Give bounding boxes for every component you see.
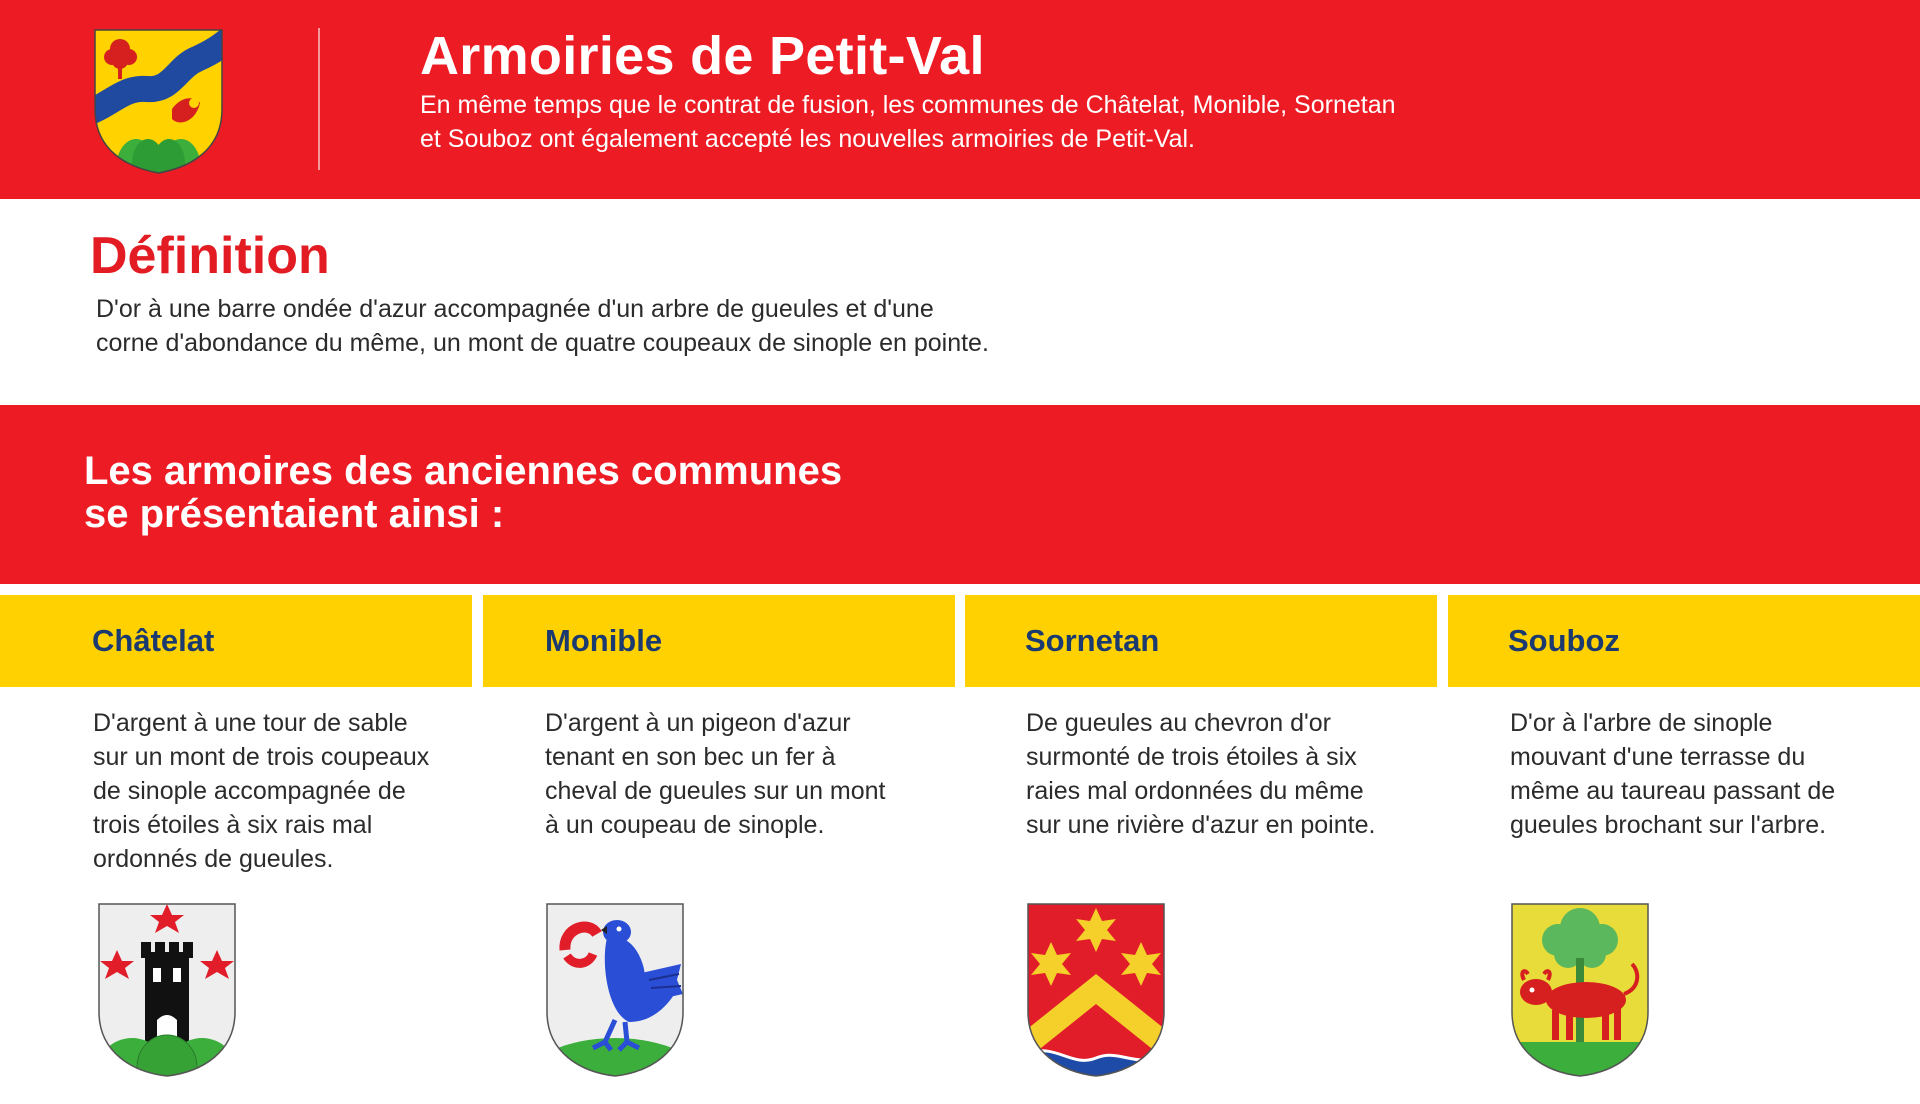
commune-description-sornetan: De gueules au chevron d'or surmonté de trois étoiles à six raies mal ordonnées du même sur une rivière d'azur en pointe. <box>1026 709 1376 839</box>
definition-text: D'or à une barre ondée d'azur accompagnée d'un arbre de gueules et d'une corne d'abondance du même, un mont de quatre coupeaux de sinople en pointe. <box>96 295 989 357</box>
sornetan-crest-icon <box>1026 902 1166 1078</box>
commune-name: Châtelat <box>92 623 215 658</box>
chatelat-crest-icon <box>97 902 237 1078</box>
communes-banner <box>0 405 1920 584</box>
commune-description-monible: D'argent à un pigeon d'azur tenant en son bec un fer à cheval de gueules sur un mont à un coupeau de sinople. <box>545 709 886 839</box>
commune-header-monible <box>483 595 955 687</box>
commune-name: Souboz <box>1508 623 1620 658</box>
page-title: Armoiries de Petit-Val <box>420 26 985 86</box>
commune-header-sornetan <box>965 595 1437 687</box>
header-divider <box>318 28 320 170</box>
commune-name: Sornetan <box>1025 623 1160 658</box>
monible-crest-icon <box>545 902 685 1078</box>
commune-header-chatelat <box>0 595 472 687</box>
communes-heading-line2: se présentaient ainsi : <box>84 492 505 536</box>
commune-description-chatelat: D'argent à une tour de sable sur un mont de trois coupeaux de sinople accompagnée de trois étoiles à six rais mal ordonnés de gueules. <box>93 709 430 873</box>
souboz-crest-icon <box>1510 902 1650 1078</box>
page-intro: En même temps que le contrat de fusion, les communes de Châtelat, Monible, Sornetan et Souboz ont également accepté les nouvelles armoiries de Petit-Val. <box>420 91 1396 153</box>
petit-val-coat-of-arms-icon <box>92 27 225 175</box>
commune-header-souboz <box>1448 595 1920 687</box>
communes-heading-line1: Les armoires des anciennes communes <box>84 449 843 493</box>
commune-description-souboz: D'or à l'arbre de sinople mouvant d'une terrasse du même au taureau passant de gueules brochant sur l'arbre. <box>1510 709 1836 839</box>
header-banner <box>0 0 1920 199</box>
commune-name: Monible <box>545 623 663 658</box>
communes-heading <box>84 450 984 536</box>
definition-heading: Définition <box>90 227 330 285</box>
